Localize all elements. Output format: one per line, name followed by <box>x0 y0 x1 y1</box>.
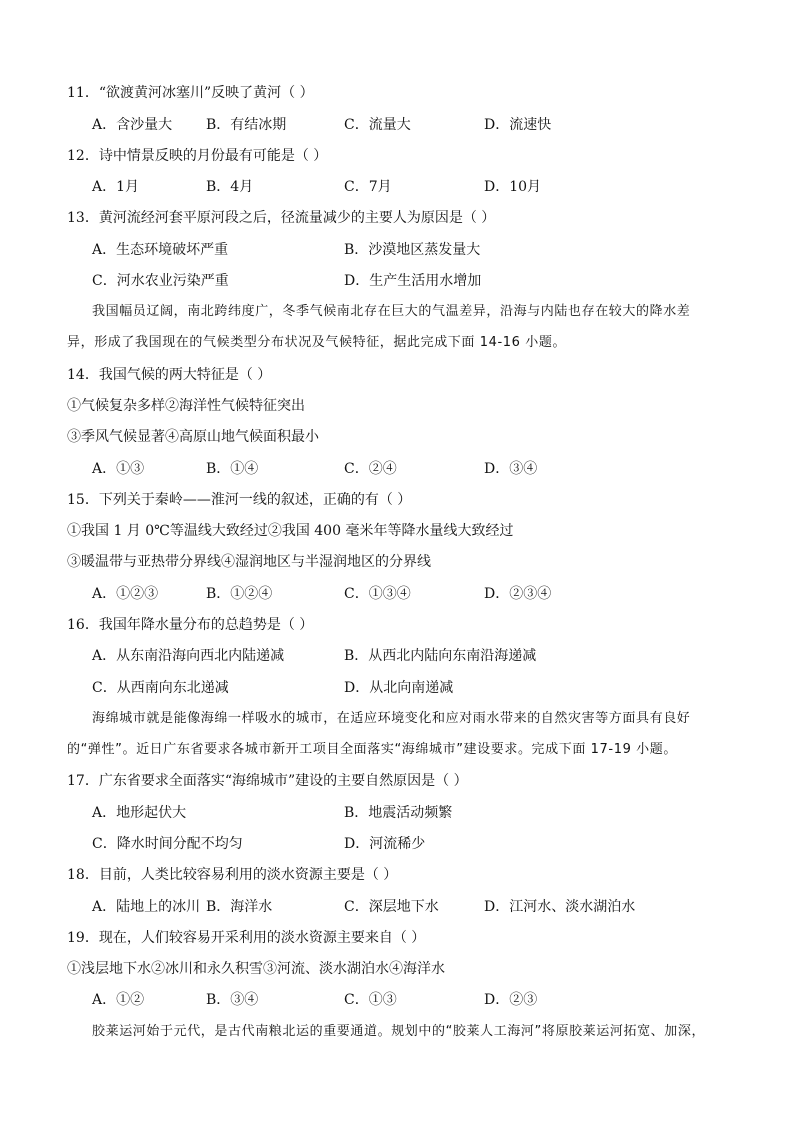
question-17-option-b: B．地震活动频繁 <box>344 805 453 821</box>
question-16-stem: 16．我国年降水量分布的总趋势是（ ） <box>67 617 314 633</box>
question-15-option-b: B．①②④ <box>206 586 273 602</box>
question-14-option-d: D．③④ <box>484 461 538 477</box>
passage-3-line-1: 胶莱运河始于元代，是古代南粮北运的重要通道。规划中的“胶莱人工海河”将原胶莱运河拓宽、加深， <box>92 1024 706 1039</box>
question-15-statement-1: ①我国 1 月 0℃等温线大致经过②我国 400 毫米年等降水量线大致经过 <box>67 523 514 539</box>
question-14-stem: 14．我国气候的两大特征是（ ） <box>67 367 272 383</box>
question-18-option-a: A．陆地上的冰川 <box>92 899 201 915</box>
question-18-option-b: B．海洋水 <box>206 899 273 915</box>
question-14-option-a: A．①③ <box>92 461 145 477</box>
passage-1-line-2: 异，形成了我国现在的气候类型分布状况及气候特征，据此完成下面 14-16 小题。 <box>67 335 567 350</box>
question-16-option-a: A．从东南沿海向西北内陆递减 <box>92 648 285 664</box>
question-19-option-b: B．③④ <box>206 992 259 1008</box>
question-12-stem: 12．诗中情景反映的月份最有可能是（ ） <box>67 148 328 164</box>
question-13-option-c: C．河水农业污染严重 <box>92 273 229 289</box>
question-18-option-d: D．江河水、淡水湖泊水 <box>484 899 636 915</box>
passage-2-line-1: 海绵城市就是能像海绵一样吸水的城市，在适应环境变化和应对雨水带来的自然灾害等方面具有良好 <box>92 711 691 726</box>
question-12-option-c: C．7月 <box>344 179 392 195</box>
question-15-option-c: C．①③④ <box>344 586 411 602</box>
question-14-statement-1: ①气候复杂多样②海洋性气候特征突出 <box>67 398 305 414</box>
question-16-option-b: B．从西北内陆向东南沿海递减 <box>344 648 537 664</box>
question-16-option-c: C．从西南向东北递减 <box>92 680 229 696</box>
question-12-option-b: B．4月 <box>206 179 254 195</box>
question-18-option-c: C．深层地下水 <box>344 899 439 915</box>
question-13-option-a: A．生态环境破坏严重 <box>92 242 229 258</box>
question-13-option-b: B．沙漠地区蒸发量大 <box>344 242 481 258</box>
question-15-stem: 15．下列关于秦岭——淮河一线的叙述，正确的有（ ） <box>67 492 412 508</box>
question-17-option-c: C．降水时间分配不均匀 <box>92 836 243 852</box>
question-19-option-c: C．①③ <box>344 992 397 1008</box>
question-11-option-d: D．流速快 <box>484 117 552 133</box>
question-11-option-c: C．流量大 <box>344 117 411 133</box>
question-19-option-d: D．②③ <box>484 992 538 1008</box>
question-13-option-d: D．生产生活用水增加 <box>344 273 482 289</box>
question-15-option-a: A．①②③ <box>92 586 159 602</box>
question-17-option-a: A．地形起伏大 <box>92 805 187 821</box>
question-17-stem: 17．广东省要求全面落实“海绵城市”建设的主要自然原因是（ ） <box>67 773 468 789</box>
question-17-option-d: D．河流稀少 <box>344 836 426 852</box>
question-15-option-d: D．②③④ <box>484 586 552 602</box>
question-18-stem: 18．目前，人类比较容易利用的淡水资源主要是（ ） <box>67 867 398 883</box>
question-15-statement-2: ③暖温带与亚热带分界线④湿润地区与半湿润地区的分界线 <box>67 554 431 570</box>
question-14-option-b: B．①④ <box>206 461 259 477</box>
question-16-option-d: D．从北向南递减 <box>344 680 454 696</box>
question-13-stem: 13．黄河流经河套平原河段之后，径流量减少的主要人为原因是（ ） <box>67 210 496 226</box>
question-12-option-d: D．10月 <box>484 179 542 195</box>
question-11-option-a: A．含沙量大 <box>92 117 173 133</box>
question-11-stem: 11．“欲渡黄河冰塞川”反映了黄河（ ） <box>67 85 314 101</box>
question-19-stem: 19．现在，人们较容易开采利用的淡水资源主要来自（ ） <box>67 930 426 946</box>
question-12-option-a: A．1月 <box>92 179 140 195</box>
question-14-statement-2: ③季风气候显著④高原山地气候面积最小 <box>67 429 319 445</box>
question-14-option-c: C．②④ <box>344 461 397 477</box>
question-19-option-a: A．①② <box>92 992 145 1008</box>
passage-2-line-2: 的“弹性”。近日广东省要求各城市新开工项目全面落实“海绵城市”建设要求。完成下面 17-19 小题。 <box>67 742 677 757</box>
question-19-statement-1: ①浅层地下水②冰川和永久积雪③河流、淡水湖泊水④海洋水 <box>67 961 445 977</box>
passage-1-line-1: 我国幅员辽阔，南北跨纬度广，冬季气候南北存在巨大的气温差异，沿海与内陆也存在较大的降水差 <box>92 304 691 319</box>
question-11-option-b: B．有结冰期 <box>206 117 287 133</box>
